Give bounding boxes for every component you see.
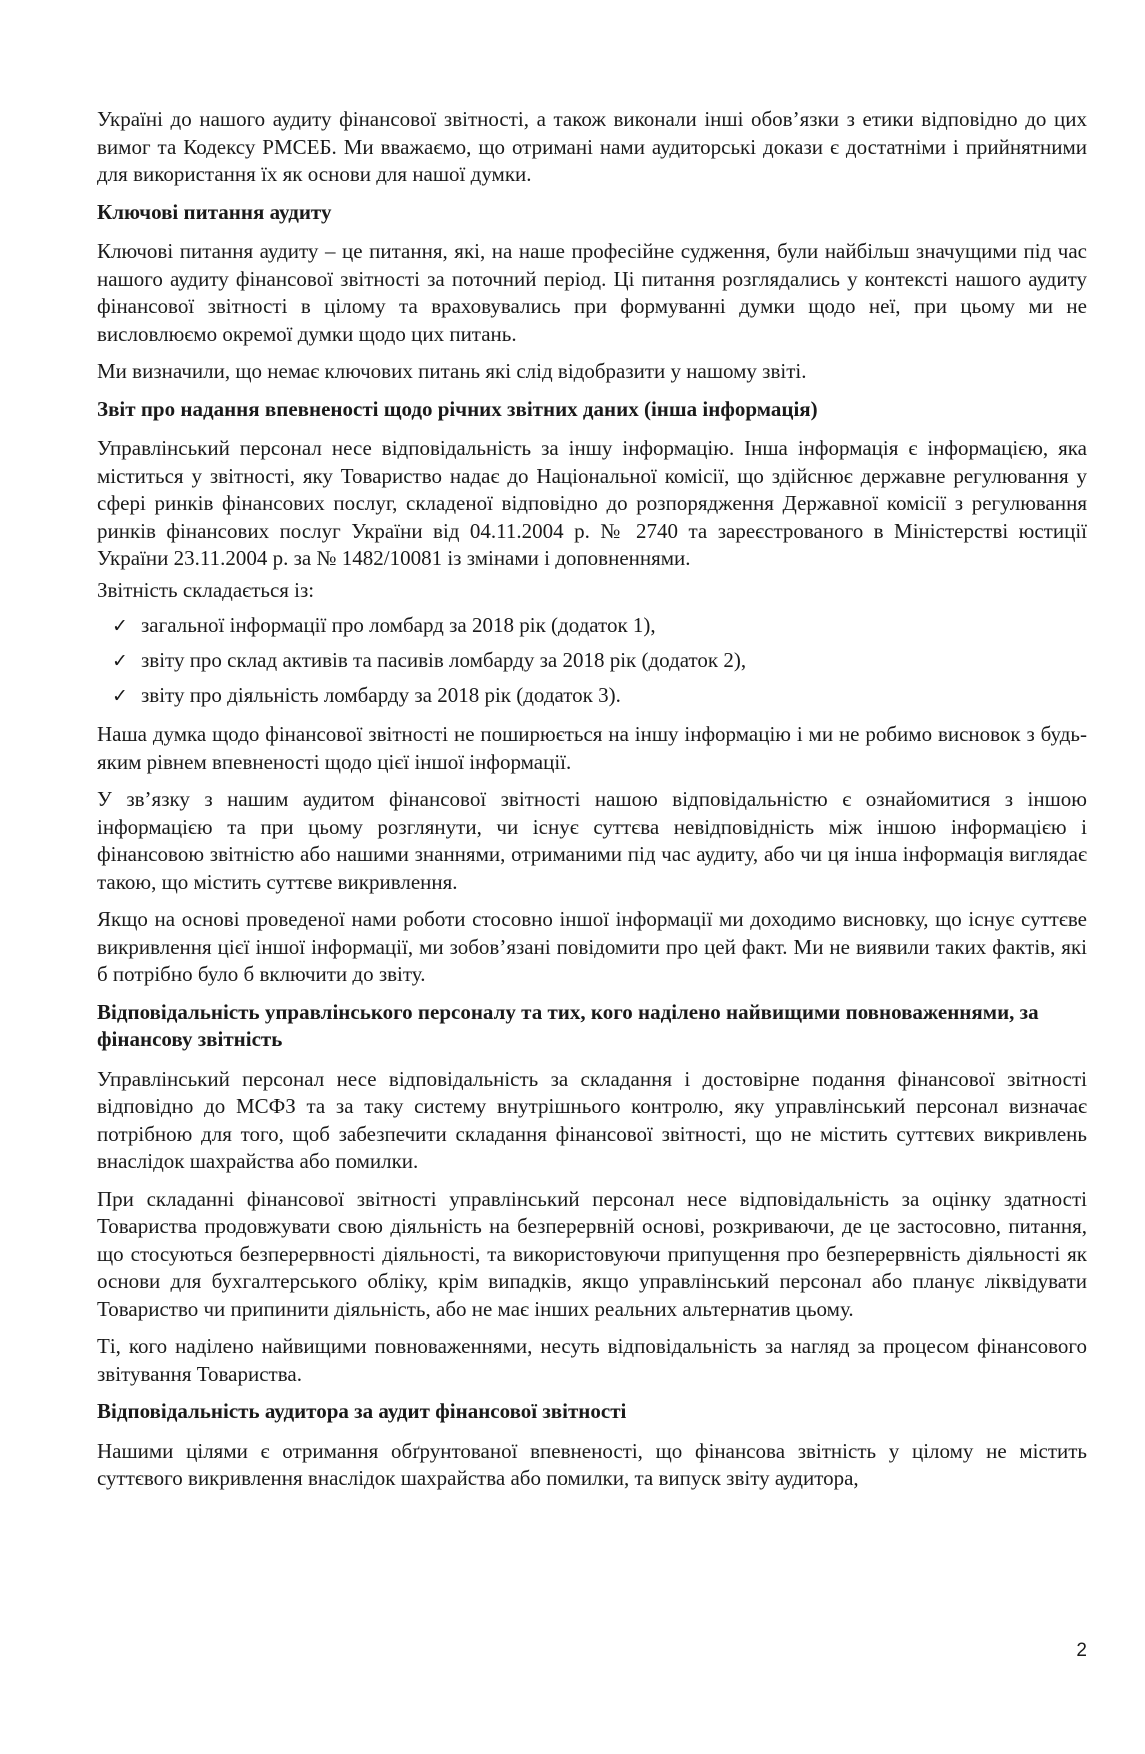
checklist-item bbox=[97, 608, 1087, 643]
paragraph-auditor-review: У зв’язку з нашим аудитом фінансової звітності нашою відповідальністю є ознайомитися з іншою інформацією та при цьому розглянути, чи існує суттєва невідповідність між іншою інформацією і фінансовою звітністю або нашими знаннями, отриманими під час аудиту, або чи ця інша інформація виглядає такою, що містить суттєве викривлення. bbox=[97, 787, 1087, 894]
reporting-checklist bbox=[97, 608, 1087, 713]
paragraph-reporting-consists: Звітність складається із: bbox=[97, 577, 315, 602]
paragraph-opinion-scope: Наша думка щодо фінансової звітності не поширюється на іншу інформацію і ми не робимо висновок з будь-яким рівнем впевненості щодо цієї іншої інформації. bbox=[97, 722, 1087, 774]
checkmark-icon: ✓ bbox=[112, 650, 128, 672]
paragraph-ethics: Україні до нашого аудиту фінансової звітності, а також виконали інші обов’язки з етики відповідно до цих вимог та Кодексу РМСЕБ. Ми вважаємо, що отримані нами аудиторські докази є достатніми і прийнятними для використання їх як основи для нашої думки. bbox=[97, 107, 1087, 186]
paragraph-key-matters-definition: Ключові питання аудиту – це питання, які, на наше професійне судження, були найбільш значущими під час нашого аудиту фінансової звітності за поточний період. Ці питання розглядались у контексті нашого аудиту фінансової звітності в цілому та враховувались при формуванні думки щодо неї, при цьому ми не висловлюємо окремої думки щодо цих питань. bbox=[97, 239, 1087, 346]
checklist-item bbox=[97, 643, 1087, 678]
heading-key-audit-matters: Ключові питання аудиту bbox=[97, 199, 332, 224]
checklist-item-text: звіту про склад активів та пасивів ломбарду за 2018 рік (додаток 2), bbox=[141, 648, 747, 672]
heading-other-information: Звіт про надання впевненості щодо річних звітних даних (інша інформація) bbox=[97, 396, 818, 421]
paragraph-no-key-matters: Ми визначили, що немає ключових питань які слід відобразити у нашому звіті. bbox=[97, 359, 807, 383]
page-number: 2 bbox=[1076, 1640, 1087, 1661]
checkmark-icon: ✓ bbox=[112, 685, 128, 707]
heading-management-responsibility: Відповідальність управлінського персоналу та тих, кого наділено найвищими повноваженнями, за фінансову звітність bbox=[97, 999, 1039, 1051]
document-page bbox=[97, 106, 1087, 1503]
checklist-item bbox=[97, 678, 1087, 713]
paragraph-other-info-responsibility: Управлінський персонал несе відповідальність за іншу інформацію. Інша інформація є інформацією, яка міститься у звітності, яку Товариство надає до Національної комісії, що здійснює державне регулювання у сфері ринків фінансових послуг, складеної відповідно до розпорядження Державної комісії з регулювання ринків фінансових послуг України від 04.11.2004 р. № 2740 та зареєстрованого в Міністерстві юстиції України 23.11.2004 р. за № 1482/10081 із змінами і доповненнями. bbox=[97, 436, 1087, 570]
paragraph-governance-oversight: Ті, кого наділено найвищими повноваженнями, несуть відповідальність за нагляд за процесом фінансового звітування Товариства. bbox=[97, 1334, 1087, 1386]
paragraph-management-preparation: Управлінський персонал несе відповідальність за складання і достовірне подання фінансової звітності відповідно до МСФЗ та за таку систему внутрішнього контролю, яку управлінський персонал визначає потрібною для того, щоб забезпечити складання фінансової звітності, що не містить суттєвих викривлень внаслідок шахрайства або помилки. bbox=[97, 1066, 1087, 1173]
paragraph-going-concern: При складанні фінансової звітності управлінський персонал несе відповідальність за оцінку здатності Товариства продовжувати свою діяльність на безперервній основі, розкриваючи, де це застосовно, питання, що стосуються безперервності діяльності, та використовуючи припущення про безперервність діяльності як основи для бухгалтерського обліку, крім випадків, якщо управлінський персонал або планує ліквідувати Товариство чи припинити діяльність, або не має інших реальних альтернатив цьому. bbox=[97, 1186, 1087, 1321]
checklist-item-text: загальної інформації про ломбард за 2018 рік (додаток 1), bbox=[141, 613, 656, 637]
checkmark-icon: ✓ bbox=[112, 615, 128, 637]
checklist-item-text: звіту про діяльність ломбарду за 2018 рік (додаток 3). bbox=[141, 683, 621, 707]
paragraph-audit-objectives: Нашими цілями є отримання обґрунтованої впевненості, що фінансова звітність у цілому не містить суттєвого викривлення внаслідок шахрайства або помилки, та випуск звіту аудитора, bbox=[97, 1438, 1087, 1490]
heading-auditor-responsibility: Відповідальність аудитора за аудит фінансової звітності bbox=[97, 1399, 627, 1423]
paragraph-misstatement-report: Якщо на основі проведеної нами роботи стосовно іншої інформації ми доходимо висновку, що існує суттєве викривлення цієї іншої інформації, ми зобов’язані повідомити про цей факт. Ми не виявили таких фактів, які б потрібно було б включити до звіту. bbox=[97, 907, 1087, 986]
